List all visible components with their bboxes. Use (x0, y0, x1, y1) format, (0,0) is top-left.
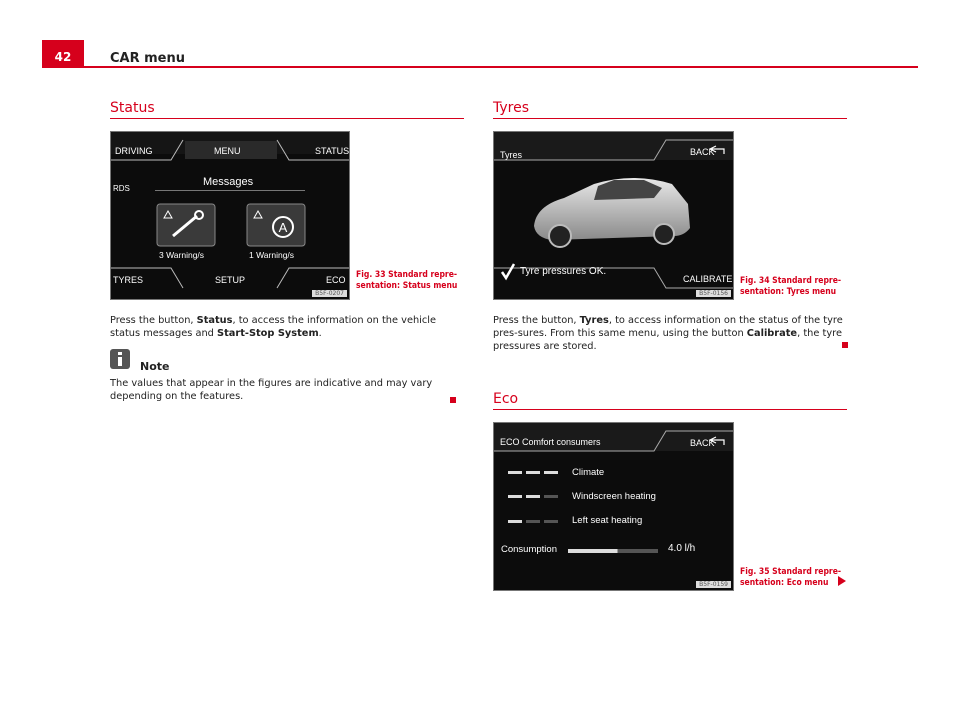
back-button[interactable]: BACK (690, 438, 715, 448)
consumption-bar-fill (568, 549, 618, 553)
status-figure-caption: Fig. 33 Standard repre-sentation: Status menu (356, 270, 458, 291)
tyres-screen-label: Tyres (500, 150, 523, 160)
car-wheel-rear (654, 224, 674, 244)
tyres-screen (493, 131, 734, 300)
eco-figure-caption: Fig. 35 Standard repre-sentation: Eco menu (740, 567, 842, 588)
windscreen-level-bars (508, 495, 558, 498)
consumption-value: 4.0 l/h (668, 543, 696, 554)
tab-driving[interactable]: DRIVING (115, 146, 153, 156)
tab-tyres[interactable]: TYRES (113, 275, 144, 285)
calibrate-button[interactable]: CALIBRATE (683, 274, 733, 284)
left-seat-heating-label: Left seat heating (572, 515, 643, 526)
start-stop-icon-letter: A (278, 220, 288, 235)
eco-screen (493, 422, 734, 591)
status-section-rule (110, 118, 464, 119)
header-rule (42, 66, 918, 68)
eco-screen-label: ECO Comfort consumers (500, 437, 601, 447)
note-text: The values that appear in the figures are indicative and may vary depending on the features. (110, 378, 433, 402)
section-end-mark (450, 397, 456, 403)
eco-screen-art (494, 423, 733, 590)
status-screen (110, 131, 350, 300)
tab-eco[interactable]: ECO (326, 275, 346, 285)
tab-setup[interactable]: SETUP (215, 275, 246, 285)
messages-divider (155, 190, 305, 191)
warning-tile-2[interactable] (247, 204, 305, 246)
figure-code: B5F-0207 (312, 290, 347, 297)
car-wheel-front (549, 225, 571, 247)
note-label: Note (140, 360, 170, 373)
tyres-section-title: Tyres (493, 100, 530, 116)
climate-level-bars (508, 471, 558, 474)
consumption-label: Consumption (501, 544, 557, 555)
chapter-title: CAR menu (110, 51, 186, 66)
status-screen-frame (111, 132, 349, 299)
section-end-mark (842, 342, 848, 348)
eco-section-title: Eco (493, 391, 519, 407)
note-icon (110, 349, 130, 369)
messages-title: Messages (203, 176, 254, 188)
back-button[interactable]: BACK (690, 147, 715, 157)
check-icon (502, 264, 514, 278)
tab-menu[interactable]: MENU (214, 146, 241, 156)
continue-arrow-icon (838, 576, 846, 586)
page-number: 42 (42, 40, 84, 68)
warning-count-2: 1 Warning/s (249, 250, 295, 260)
figure-code: B5F-0159 (696, 581, 731, 588)
tab-status[interactable]: STATUS (315, 146, 350, 156)
figure-code: B5F-0156 (696, 290, 731, 297)
tyre-pressure-status: Tyre pressures OK. (520, 266, 607, 277)
eco-section-rule (493, 409, 847, 410)
climate-label: Climate (572, 467, 605, 478)
tyres-body: Press the button, Tyres, to access information on the status of the tyre pres-sures. From this same menu, using the button Calibrate, the tyre pressures are stored. (493, 315, 843, 352)
windscreen-heating-label: Windscreen heating (572, 491, 656, 502)
tyres-section-rule (493, 118, 847, 119)
tyres-figure-caption: Fig. 34 Standard repre-sentation: Tyres menu (740, 276, 842, 297)
status-body: Press the button, Status, to access the information on the vehicle status messages and Start-Stop System. (110, 315, 437, 339)
warning-count-1: 3 Warning/s (159, 250, 205, 260)
seat-level-bars (508, 520, 558, 523)
status-section-title: Status (110, 100, 155, 116)
rds-label: RDS (113, 184, 130, 193)
